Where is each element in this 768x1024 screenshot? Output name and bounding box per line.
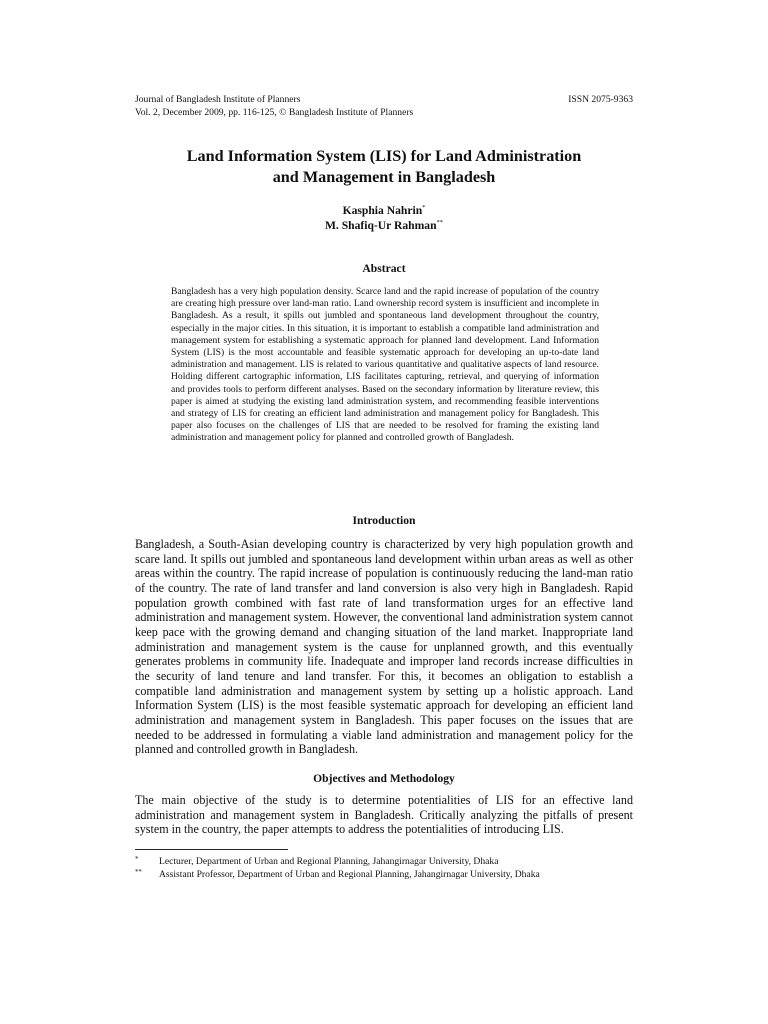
abstract-text: Bangladesh has a very high population density. Scarce land and the rapid increase of population of the country are creating high pressure over land-man ratio. Land ownership record system is insufficient and incomplete in Bangladesh. As a result, it spills out jumbled and spontaneous land development throughout the country, especially in the major cities. In this situation, it is important to establish a compatible land administration and management system for establishing a systematic approach for planned land development. Land Information System (LIS) is the most accountable and feasible systematic approach for developing an up-to-date land administration and management. LIS is related to various quantitative and qualitative aspects of land resource. Holding different cartographic information, LIS facilitates capturing, retrieval, and querying of information and provides tools to perform different analyses. Based on the secondary information by literature review, this paper is aimed at studying the existing land administration system, and recommending feasible interventions and strategy of LIS for creating an efficient land administration and management policy for Bangladesh. This paper also focuses on the challenges of LIS that are needed to be resolved for framing the existing land administration and management policy for planned and controlled growth of Bangladesh. (171, 286, 599, 444)
objectives-text: The main objective of the study is to determine potentialities of LIS for an effective land administration and management system in Bangladesh. Critically analyzing the pitfalls of present system in the country, the paper attempts to address the potentialities of introducing LIS. (135, 793, 633, 837)
footnotes (135, 855, 633, 881)
footnote-2-mark: ** (135, 869, 142, 876)
paper-title-line-1: Land Information System (LIS) for Land Administration (186, 147, 582, 165)
journal-name: Journal of Bangladesh Institute of Planners (135, 94, 301, 105)
footnote-1 (135, 855, 633, 868)
introduction-text: Bangladesh, a South-Asian developing country is characterized by very high population growth and scare land. It spills out jumbled and spontaneous land development within urban areas as well as other areas within the country. The rapid increase of population is continuously reducing the land-man ratio of the country. The rate of land transfer and land conversion is also very high in Bangladesh. Rapid population growth combined with fast rate of land transformation urges for an effective land administration and management system. However, the conventional land administration system cannot keep pace with the growing demand and changing situation of the land market. Inappropriate land administration and management system is the cause for unplanned growth, and this eventually generates problems in community life. Inadequate and improper land records increase difficulties in the security of land tenure and land transfer. For this, it becomes an obligation to establish a compatible land administration and management system by setting up a holistic approach. Land Information System (LIS) is the most feasible systematic approach for developing an efficient land administration and management system in Bangladesh. This paper focuses on the issues that are needed to be addressed in formulating a viable land administration and management policy for the planned and controlled growth in Bangladesh. (135, 537, 633, 757)
issn: ISSN 2075-9363 (568, 94, 633, 105)
footnote-1-text: Lecturer, Department of Urban and Regional Planning, Jahangirnagar University, Dhaka (159, 856, 499, 867)
author-1-name: Kasphia Nahrin (342, 204, 423, 217)
author-2 (135, 218, 633, 233)
journal-header (135, 94, 413, 119)
footnote-2-text: Assistant Professor, Department of Urban and Regional Planning, Jahangirnagar University, Dhaka (159, 869, 540, 880)
author-list (135, 203, 633, 233)
footnote-divider (135, 849, 288, 850)
author-2-name: M. Shafiq-Ur Rahman (324, 219, 437, 232)
footnote-1-mark: * (135, 856, 139, 863)
objectives-heading: Objectives and Methodology (313, 772, 455, 785)
author-1-mark: * (422, 204, 426, 211)
introduction-heading: Introduction (352, 514, 416, 527)
paper-title (135, 146, 633, 188)
paper-title-line-2: and Management in Bangladesh (272, 168, 496, 186)
author-2-mark: ** (436, 219, 444, 226)
author-1 (135, 203, 633, 218)
journal-volume: Vol. 2, December 2009, pp. 116-125, © Bangladesh Institute of Planners (135, 106, 414, 118)
abstract-heading: Abstract (362, 262, 406, 275)
footnote-2 (135, 868, 633, 881)
